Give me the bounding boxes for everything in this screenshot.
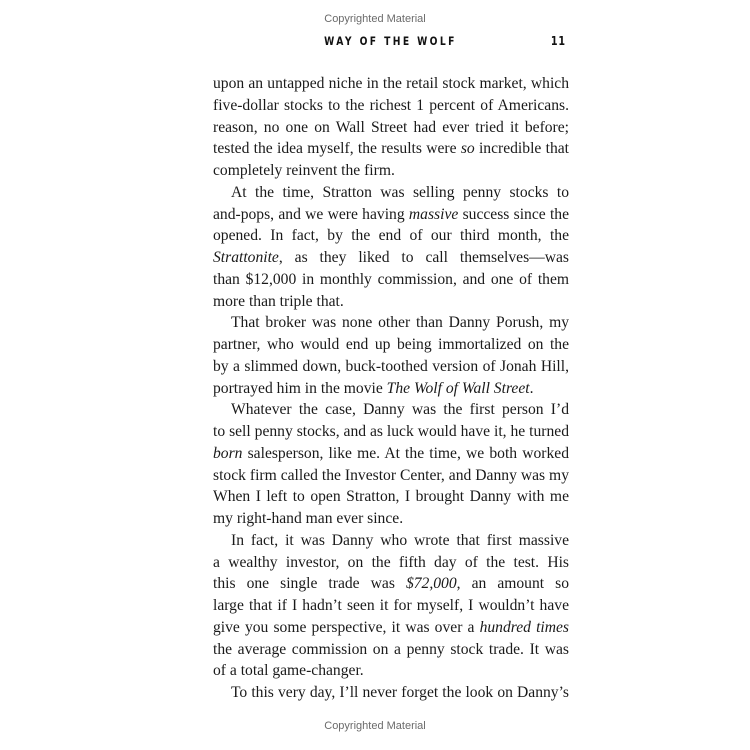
text-line xyxy=(213,682,569,704)
text-line xyxy=(213,573,569,595)
text-segment: by a slimmed down, buck-toothed version of Jonah Hill, xyxy=(213,357,569,375)
text-line xyxy=(213,73,569,95)
text-line xyxy=(213,291,569,313)
text-line xyxy=(213,617,569,639)
text-segment: incredible that xyxy=(478,140,569,158)
text-segment: a wealthy investor, on the fifth day of the test. His xyxy=(213,553,569,571)
italic-text: so xyxy=(460,140,475,158)
text-segment: completely reinvent the firm. xyxy=(213,162,395,179)
text-line xyxy=(213,639,569,661)
text-line xyxy=(213,552,569,574)
text-segment: reason, no one on Wall Street had ever tried it before; xyxy=(213,118,569,136)
text-segment: upon an untapped niche in the retail stock market, which xyxy=(213,75,569,92)
text-segment: the average commission on a penny stock trade. It was xyxy=(213,640,569,658)
running-head xyxy=(213,34,568,52)
text-segment: , as they liked to call themselves—was xyxy=(278,249,569,266)
text-line xyxy=(213,182,569,204)
text-segment: At the time, Stratton was selling penny stocks to xyxy=(231,183,569,201)
text-segment: That broker was none other than Danny Porush, my xyxy=(231,314,569,332)
italic-text: massive xyxy=(408,205,459,223)
text-segment: give you some perspective, it was over a xyxy=(213,618,480,636)
text-line xyxy=(213,595,569,617)
text-line xyxy=(213,95,569,117)
text-line xyxy=(213,399,569,421)
text-line xyxy=(213,334,569,356)
text-line xyxy=(213,486,569,508)
text-line xyxy=(213,312,569,334)
text-line xyxy=(213,269,569,291)
text-line xyxy=(213,660,569,682)
text-segment: of a total game-changer. xyxy=(213,662,364,680)
page-body-text xyxy=(213,73,569,704)
text-line xyxy=(213,160,569,182)
text-segment: large that if I hadn’t seen it for myself, I wouldn’t have xyxy=(213,597,569,614)
text-line xyxy=(213,465,569,487)
text-line xyxy=(213,443,569,465)
text-segment: stock firm called the Investor Center, and Danny was my xyxy=(213,466,569,484)
page-number: 11 xyxy=(551,34,567,48)
italic-text: Strattonite xyxy=(213,249,279,266)
text-line xyxy=(213,138,569,160)
copyright-watermark-bottom: Copyrighted Material xyxy=(324,720,426,732)
italic-text: born xyxy=(213,444,243,462)
text-segment: and-pops, and we were having xyxy=(213,205,409,223)
text-segment: this one single trade was xyxy=(213,575,406,593)
text-segment: Whatever the case, Danny was the first person I’d xyxy=(231,401,569,419)
text-segment: more than triple that. xyxy=(213,292,344,310)
copyright-watermark-top: Copyrighted Material xyxy=(324,13,426,25)
text-line xyxy=(213,204,569,226)
text-segment: In fact, it was Danny who wrote that first massive xyxy=(231,531,569,549)
text-line xyxy=(213,247,569,269)
text-segment: To this very day, I’ll never forget the look on Danny’s xyxy=(231,684,569,701)
text-line xyxy=(213,378,569,400)
text-segment: portrayed him in the movie xyxy=(213,379,387,397)
text-line xyxy=(213,508,569,530)
italic-text: hundred times xyxy=(479,618,569,636)
text-segment: success since the xyxy=(462,205,569,223)
text-segment: tested the idea myself, the results were xyxy=(213,140,461,158)
text-line xyxy=(213,530,569,552)
running-head-title: WAY OF THE WOLF xyxy=(324,34,457,48)
text-line xyxy=(213,356,569,378)
text-segment: five-dollar stocks to the richest 1 percent of Americans. xyxy=(213,96,569,114)
text-segment: When I left to open Stratton, I brought Danny with me xyxy=(213,488,569,506)
text-segment: my right-hand man ever since. xyxy=(213,510,404,527)
italic-text: $72,000 xyxy=(405,575,457,593)
text-line xyxy=(213,421,569,443)
text-segment: to sell penny stocks, and as luck would have it, he turned xyxy=(213,423,569,440)
text-segment: . xyxy=(529,379,534,397)
text-segment: opened. In fact, by the end of our third month, the xyxy=(213,227,569,245)
text-segment: partner, who would end up being immortalized on the xyxy=(213,336,569,353)
text-segment: than $12,000 in monthly commission, and one of them xyxy=(213,270,569,288)
italic-text: The Wolf of Wall Street xyxy=(386,379,530,397)
text-segment: salesperson, like me. At the time, we both worked xyxy=(247,444,569,462)
text-line xyxy=(213,225,569,247)
text-segment: , an amount so xyxy=(456,575,569,593)
text-line xyxy=(213,117,569,139)
